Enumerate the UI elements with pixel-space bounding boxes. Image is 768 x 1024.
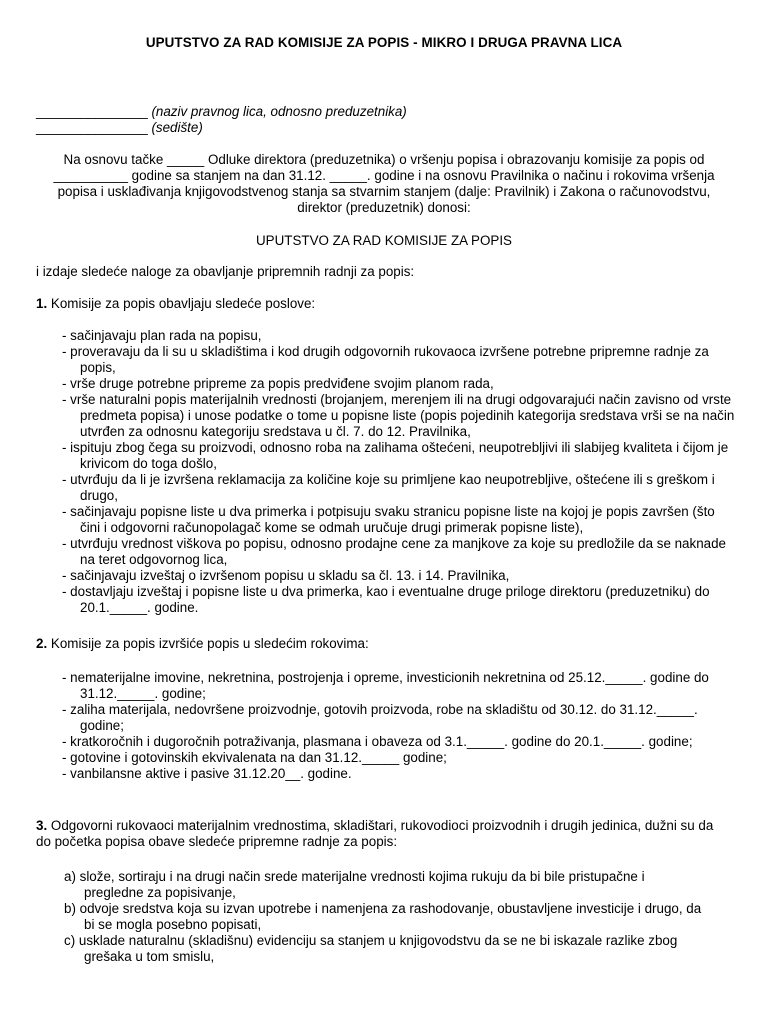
company-name-blank: _______________ — [36, 104, 148, 119]
section-1-list — [62, 328, 736, 616]
section-2-heading — [36, 636, 736, 652]
list-item: b) odvoje sredstva koja su izvan upotrebe i namenjena za rashodovanje, obustavljene investicije i drugo, da bi se mogla posebno popisati, — [64, 901, 702, 932]
section-3-text: Odgovorni rukovaoci materijalnim vrednostima, skladištari, rukovodioci proizvodnih i drugih jedinica, dužni su da do početka popisa obave sledeće pripremne radnje za popis: — [36, 818, 714, 849]
section-1-text: Komisije za popis obavljaju sledeće poslove: — [50, 296, 316, 311]
list-item: - vrše druge potrebne pripreme za popis predviđene svojim planom rada, — [62, 376, 494, 391]
subtitle: UPUTSTVO ZA RAD KOMISIJE ZA POPIS — [256, 233, 512, 248]
list-item: - kratkoročnih i dugoročnih potraživanja, plasmana i obaveza od 3.1._____. godine do 20.1._____. godine; — [62, 734, 693, 749]
list-item: a) slože, sortiraju i na drugi način srede materijalne vrednosti kojima rukuju da bi bile pristupačne i pregledne za popisivanje, — [64, 869, 645, 900]
company-seat-blank: _______________ — [36, 120, 148, 135]
company-name-field — [36, 104, 407, 120]
list-item: - sačinjavaju izveštaj o izvršenom popisu u skladu sa čl. 13. i 14. Pravilnika, — [62, 568, 510, 583]
list-item: - sačinjavaju popisne liste u dva primerka i potpisuju svaku stranicu popisne liste na kojoj je popis završen (što čini i odgovorni računopolagač kome se odmah uručuje drugi primerak popisne liste), — [62, 504, 715, 535]
section-3-list — [64, 869, 704, 965]
list-item: - utvrđuju da li je izvršena reklamacija za količine koje su primljene kao neupotrebljive, oštećene ili s greškom i drugo, — [62, 472, 715, 503]
list-item: - utvrđuju vrednost viškova po popisu, odnosno prodajne cene za manjkove za koje su predložile da se naknade na teret odgovornog lica, — [62, 536, 726, 567]
list-item: - zaliha materijala, nedovršene proizvodnje, gotovih proizvoda, robe na skladištu od 30.12. do 31.12._____. godine; — [62, 702, 698, 733]
lead-paragraph: i izdaje sledeće naloge za obavljanje pripremnih radnji za popis: — [36, 264, 415, 279]
section-3-paragraph — [36, 818, 716, 850]
list-item: c) usklade naturalnu (skladišnu) evidenciju sa stanjem u knjigovodstvu da se ne bi iskazale razlike zbog grešaka u tom smislu, — [64, 933, 678, 964]
list-item: - sačinjavaju plan rada na popisu, — [62, 328, 262, 343]
company-seat-label: (sedište) — [151, 120, 203, 135]
list-item: - dostavljaju izveštaj i popisne liste u dva primerka, kao i eventualne druge priloge direktoru (preduzetniku) do 20.1._____. godine. — [62, 584, 710, 615]
section-2-text: Komisije za popis izvršiće popis u sledećim rokovima: — [50, 636, 369, 651]
document-title: UPUTSTVO ZA RAD KOMISIJE ZA POPIS - MIKRO I DRUGA PRAVNA LICA — [145, 35, 623, 50]
section-1-number: 1. — [36, 296, 48, 311]
list-item: - gotovine i gotovinskih ekvivalenata na dan 31.12._____ godine; — [62, 750, 447, 765]
section-2-number: 2. — [36, 636, 48, 651]
section-1-heading — [36, 296, 736, 312]
company-name-label: (naziv pravnog lica, odnosno preduzetnika) — [151, 104, 407, 119]
list-item: - nematerijalne imovine, nekretnina, postrojenja i opreme, investicionih nekretnina od 25.12._____. godine do 31.12._____. godine; — [62, 670, 709, 701]
company-seat-field — [36, 120, 203, 136]
list-item: - vrše naturalni popis materijalnih vrednosti (brojanjem, merenjem ili na drugi odgovarajući način zavisno od vrste predmeta popisa) i unose podatke o tome u popisne liste (popis pojedinih kategorija sredstava vrši se na način utvrđen za odnosnu kategoriju sredstava u čl. 7. do 12. Pravilnika, — [62, 392, 735, 439]
list-item: - ispituju zbog čega su proizvodi, odnosno roba na zalihama oštećeni, neupotrebljivi ili slabijeg kvaliteta i čijom je krivicom do toga došlo, — [62, 440, 729, 471]
list-item: - proveravaju da li su u skladištima i kod drugih odgovornih rukovaoca izvršene potrebne pripremne radnje za popis, — [62, 344, 709, 375]
intro-paragraph: Na osnovu tačke _____ Odluke direktora (preduzetnika) o vršenju popisa i obrazovanju komisije za popis od __________ godine sa stanjem na dan 31.12. _____. godine i na osnovu Pravilnika o načinu i rokovima vršenja popisa i usklađivanja knjigovodstvenog stanja sa stvarnim stanjem (dalje: Pravilnik) i Zakona o računovodstvu, direktor (preduzetnik) donosi: — [53, 152, 715, 215]
section-3-number: 3. — [36, 818, 48, 833]
section-2-list — [62, 670, 736, 782]
list-item: - vanbilansne aktive i pasive 31.12.20__. godine. — [62, 766, 352, 781]
